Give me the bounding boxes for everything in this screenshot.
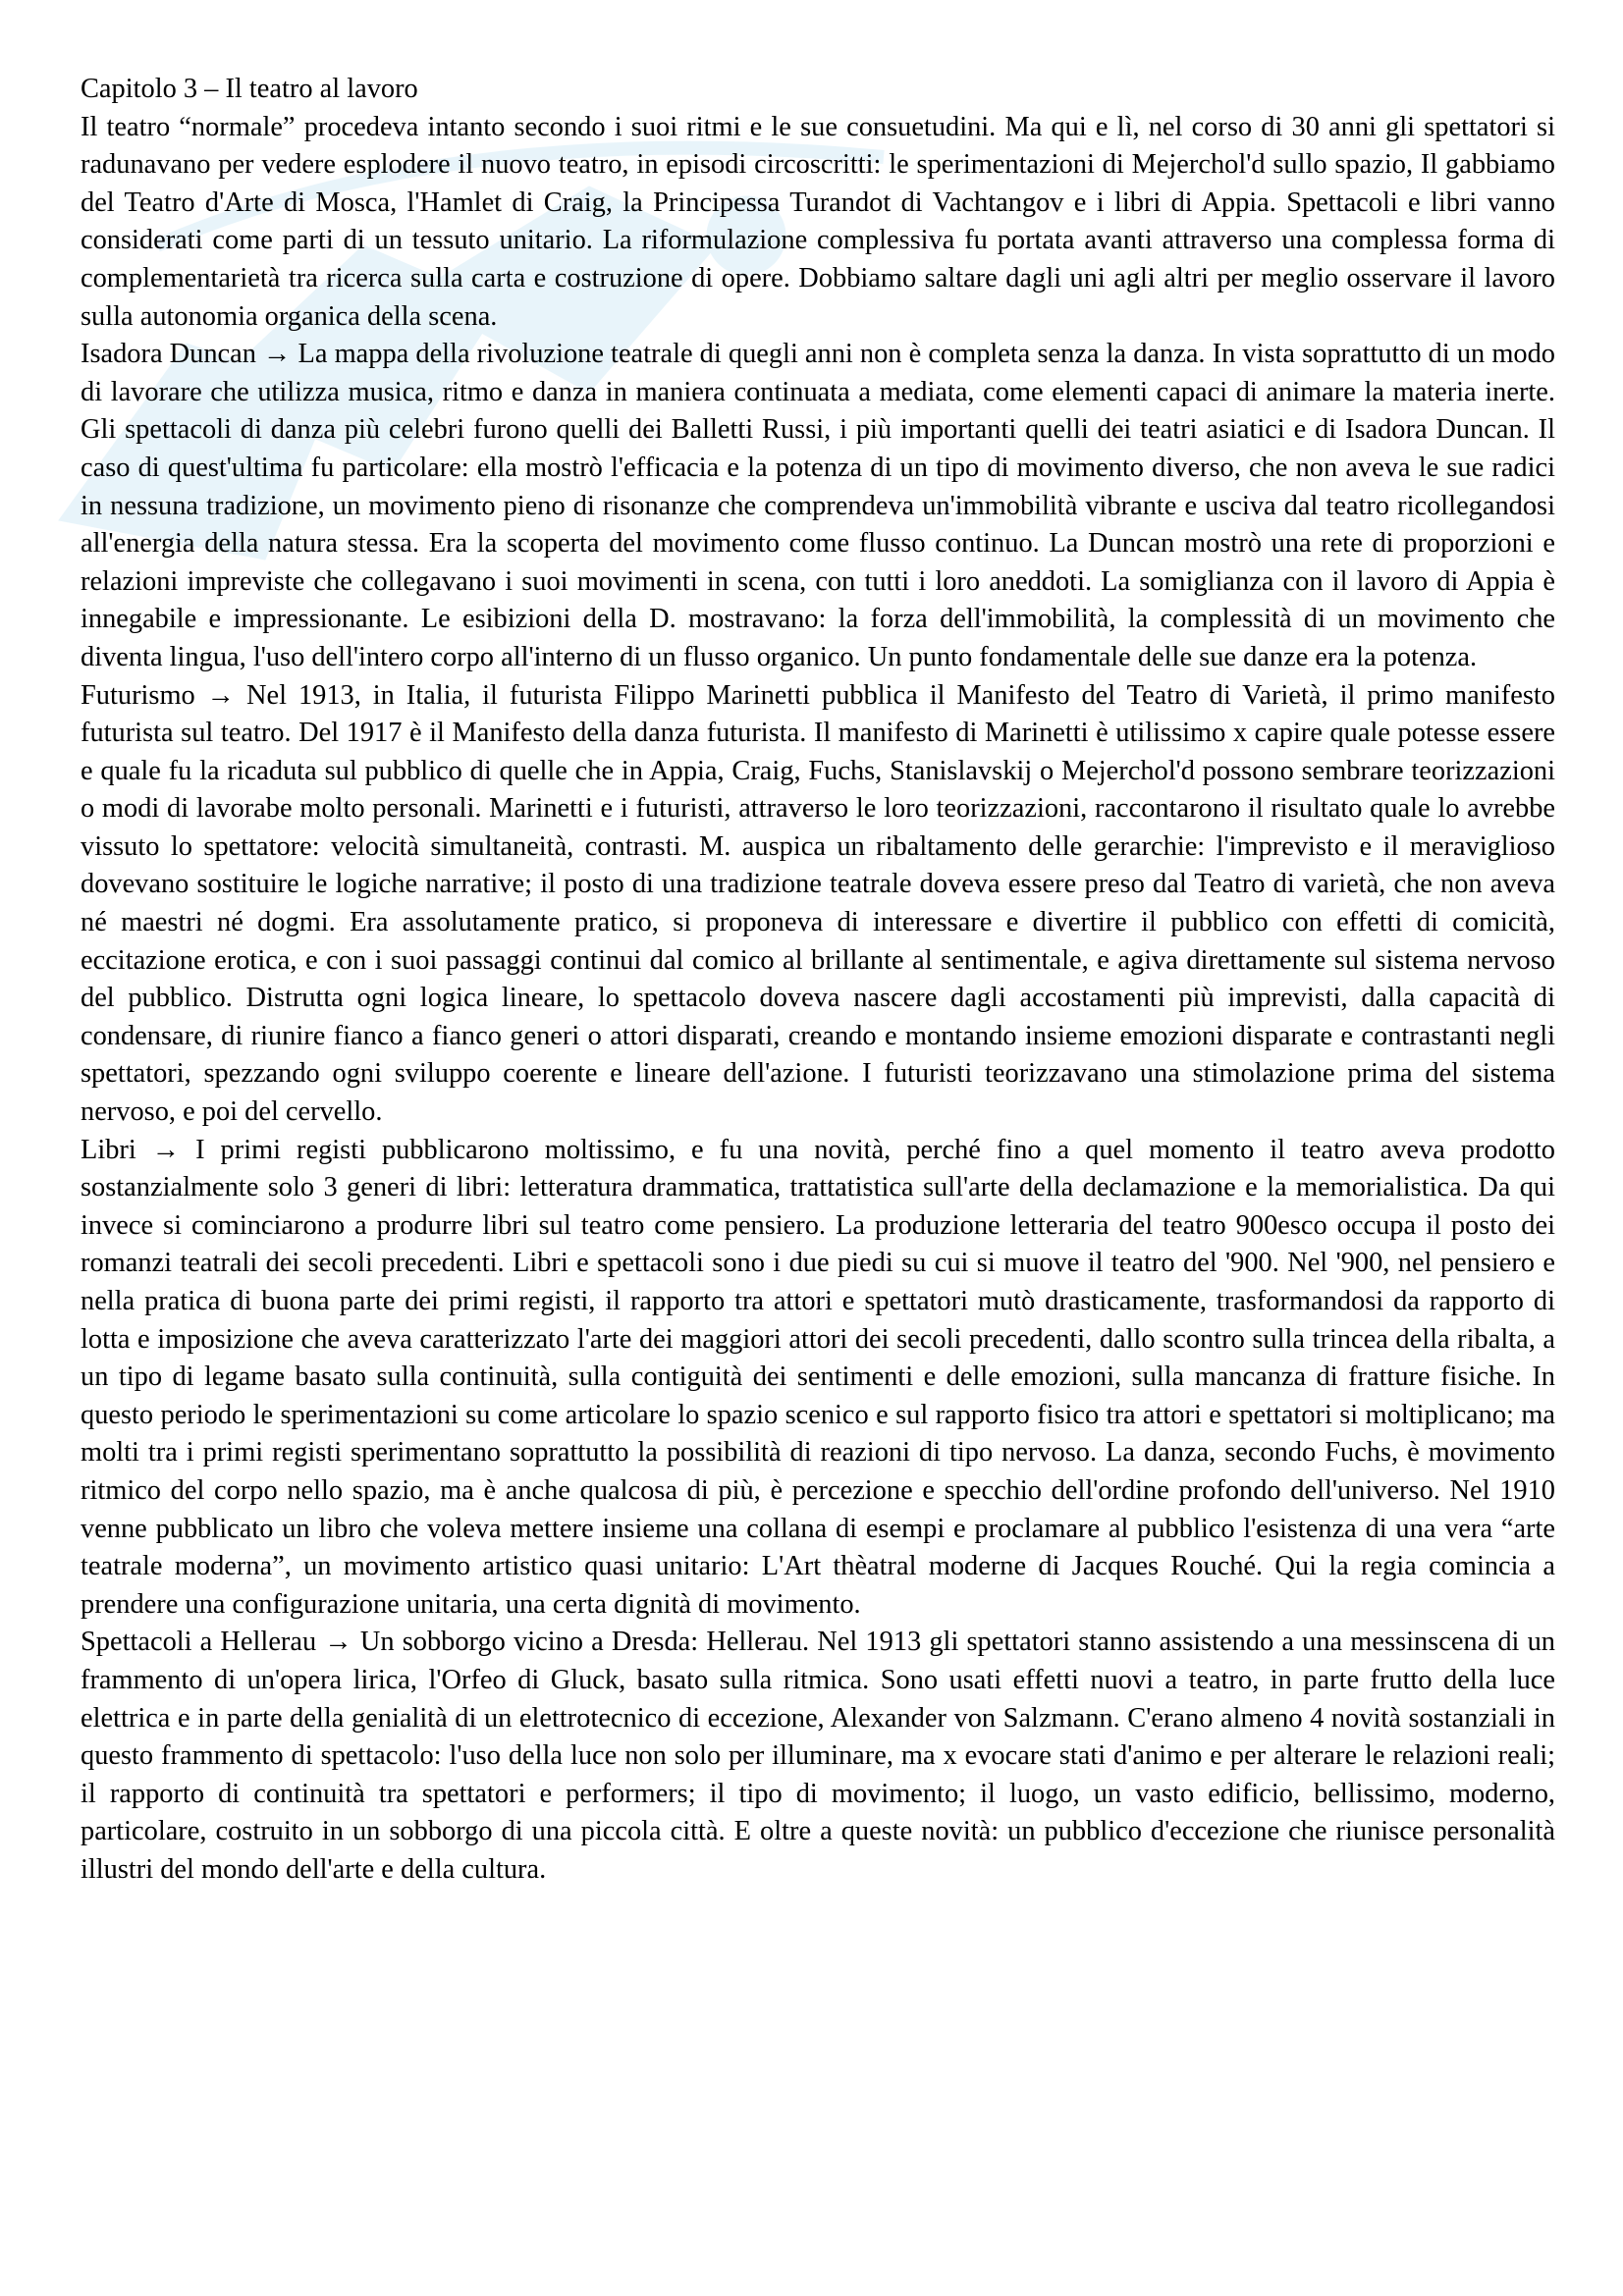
paragraph-libri: Libri → I primi registi pubblicarono moltissimo, e fu una novità, perché fino a quel momento il teatro aveva prodotto sostanzialmente solo 3 generi di libri: letteratura drammatica, trattatistica sull'arte della declamazione e la memorialistica. Da qui invece si cominciarono a produrre libri sul teatro come pensiero. La produzione letteraria del teatro 900esco occupa il posto dei romanzi teatrali dei secoli precedenti. Libri e spettacoli sono i due piedi su cui si muove il teatro del '900. Nel '900, nel pensiero e nella pratica di buona parte dei primi registi, il rapporto tra attori e spettatori mutò drasticamente, trasformandosi da rapporto di lotta e imposizione che aveva caratterizzato l'arte dei maggiori attori dei secoli precedenti, dallo scontro sulla trincea della ribalta, a un tipo di legame basato sulla continuità, sulla contiguità dei sentimenti e delle emozioni, sulla mancanza di fratture fisiche. In questo periodo le sperimentazioni su come articolare lo spazio scenico e sul rapporto fisico tra attori e spettatori si moltiplicano; ma molti tra i primi registi sperimentano soprattutto la possibilità di reazioni di tipo nervoso. La danza, secondo Fuchs, è movimento ritmico del corpo nello spazio, ma è anche qualcosa di più, è percezione e specchio dell'ordine profondo dell'universo. Nel 1910 venne pubblicato un libro che voleva mettere insieme una collana di esempi e proclamare al pubblico l'esistenza di una vera “arte teatrale moderna”, un movimento artistico quasi unitario: L'Art thèatral moderne di Jacques Rouché. Qui la regia comincia a prendere una configurazione unitaria, una certa dignità di movimento.: [81, 1134, 1555, 1620]
paragraph-intro: Il teatro “normale” procedeva intanto secondo i suoi ritmi e le sue consuetudini. Ma qui e lì, nel corso di 30 anni gli spettatori si radunavano per vedere esplodere il nuovo teatro, in episodi circoscritti: le sperimentazioni di Mejerchol'd sullo spazio, Il gabbiamo del Teatro d'Arte di Mosca, l'Hamlet di Craig, la Principessa Turandot di Vachtangov e i libri di Appia. Spettacoli e libri vanno considerati come parti di un tessuto unitario. La riformulazione complessiva fu portata avanti attraverso una complessa forma di complementarietà tra ricerca sulla carta e costruzione di opere. Dobbiamo saltare dagli uni agli altri per meglio osservare il lavoro sulla autonomia organica della scena.: [81, 111, 1555, 332]
paragraph-isadora-duncan: Isadora Duncan → La mappa della rivoluzione teatrale di quegli anni non è completa senza la danza. In vista soprattutto di un modo di lavorare che utilizza musica, ritmo e danza in maniera continuata a mediata, come elementi capaci di animare la materia inerte. Gli spettacoli di danza più celebri furono quelli dei Balletti Russi, i più importanti quelli dei teatri asiatici e di Isadora Duncan. Il caso di quest'ultima fu particolare: ella mostrò l'efficacia e la potenza di un tipo di movimento diverso, che non aveva le sue radici in nessuna tradizione, un movimento pieno di risonanze che comprendeva un'immobilità vibrante e usciva dal teatro ricollegandosi all'energia della natura stessa. Era la scoperta del movimento come flusso continuo. La Duncan mostrò una rete di proporzioni e relazioni impreviste che collegavano i suoi movimenti in scena, con tutti i loro aneddoti. La somiglianza con il lavoro di Appia è innegabile e impressionante. Le esibizioni della D. mostravano: la forza dell'immobilità, la complessità di un movimento che diventa lingua, l'uso dell'intero corpo all'interno di un flusso organico. Un punto fondamentale delle sue danze era la potenza.: [81, 339, 1555, 672]
document-page: [81, 71, 1555, 1890]
paragraph-futurismo: Futurismo → Nel 1913, in Italia, il futurista Filippo Marinetti pubblica il Manifesto del Teatro di Varietà, il primo manifesto futurista sul teatro. Del 1917 è il Manifesto della danza futurista. Il manifesto di Marinetti è utilissimo x capire quale potesse essere e quale fu la ricaduta sul pubblico di quelle che in Appia, Craig, Fuchs, Stanislavskij o Mejerchol'd possono sembrare teorizzazioni o modi di lavorabe molto personali. Marinetti e i futuristi, attraverso le loro teorizzazioni, raccontarono il risultato quale lo avrebbe vissuto lo spettatore: velocità simultaneità, contrasti. M. auspica un ribaltamento delle gerarchie: l'imprevisto e il meraviglioso dovevano sostituire le logiche narrative; il posto di una tradizione teatrale doveva essere preso dal Teatro di varietà, che non aveva né maestri né dogmi. Era assolutamente pratico, si proponeva di interessare e divertire il pubblico con effetti di comicità, eccitazione erotica, e con i suoi passaggi continui dal comico al brillante al sentimentale, e agiva direttamente sul sistema nervoso del pubblico. Distrutta ogni logica lineare, lo spettacolo doveva nascere dagli accostamenti più imprevisti, dalla capacità di condensare, di riunire fianco a fianco generi o attori disparati, creando e montando insieme emozioni disparate e contrastanti negli spettatori, spezzando ogni sviluppo coerente e lineare dell'azione. I futuristi teorizzavano una stimolazione prima del sistema nervoso, e poi del cervello.: [81, 679, 1555, 1128]
chapter-title: Capitolo 3 – Il teatro al lavoro: [81, 74, 418, 104]
paragraph-hellerau: Spettacoli a Hellerau → Un sobborgo vicino a Dresda: Hellerau. Nel 1913 gli spettatori stanno assistendo a una messinscena di un frammento di un'opera lirica, l'Orfeo di Gluck, basato sulla ritmica. Sono usati effetti nuovi a teatro, in parte frutto della luce elettrica e in parte della genialità di un elettrotecnico di eccezione, Alexander von Salzmann. C'erano almeno 4 novità sostanziali in questo frammento di spettacolo: l'uso della luce non solo per illuminare, ma x evocare stati d'animo e per alterare le relazioni reali; il rapporto di continuità tra spettatori e performers; il tipo di movimento; il luogo, un vasto edificio, bellissimo, moderno, particolare, costruito in un sobborgo di una piccola città. E oltre a queste novità: un pubblico d'eccezione che riunisce personalità illustri del mondo dell'arte e della cultura.: [81, 1627, 1555, 1885]
